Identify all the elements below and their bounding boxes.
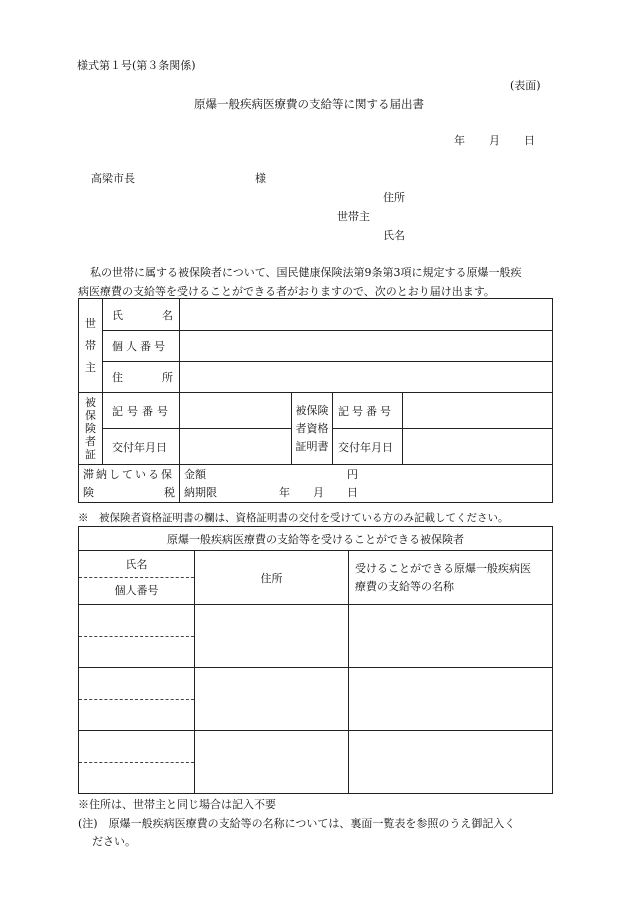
row-3-name-number[interactable] [79,731,195,794]
row-1-name-number[interactable] [79,605,195,668]
intro-line-1: 私の世帯に属する被保険者について、国民健康保険法第9条第3項に規定する原爆一般疾 [90,266,522,279]
applicant-address-label: 住所 [383,191,405,204]
tax-arrears-field[interactable] [180,465,553,503]
hoh-address-label: 住 所 [103,362,180,393]
row-1-benefit-field[interactable] [349,605,553,668]
date-year: 年 [454,134,465,147]
card-issue-date-field[interactable] [180,429,292,465]
row-3-address-field[interactable] [195,731,349,794]
intro-line-2: 病医療費の支給等を受けることができる者がおりますので、次のとおり届け出ます。 [78,285,495,298]
hoh-my-number-label: 個人番号 [103,331,180,362]
col-address-header: 住所 [195,551,349,605]
tax-arrears-label: 滞納している保 険 税 [79,465,180,503]
card-issue-date-label: 交付年月日 [103,429,180,465]
date-month: 月 [489,134,500,147]
deadline-label: 納期限 [184,485,217,499]
row-2-name-number[interactable] [79,668,195,731]
cert-issue-date-field[interactable] [403,429,553,465]
footnote-line-2: ださい。 [92,835,136,848]
applicant-name-label: 氏名 [383,229,405,242]
col-benefit-header: 受けることができる原爆一般疾病医 療費の支給等の名称 [349,551,553,605]
eligible-table-heading: 原爆一般疾病医療費の支給等を受けることができる被保険者 [79,527,553,551]
addressee: 高梁市長 [91,172,135,185]
certificate-label: 被保険 者資格 証明書 [292,393,333,465]
household-info-table [78,298,553,503]
row-2-number-field [79,699,194,730]
row-1-number-field [79,636,194,667]
col-my-number-header: 個人番号 [79,577,194,603]
row-1-name-field [79,605,194,636]
cert-issue-date-label: 交付年月日 [333,429,403,465]
hoh-name-field[interactable] [180,299,553,331]
deadline-month: 月 [313,485,324,499]
certificate-note: ※ 被保険者資格証明書の欄は、資格証明書の交付を受けている方のみ記載してください。 [78,512,509,524]
cert-symbol-number-label: 記号番号 [333,393,403,429]
yen-label: 円 [347,467,358,481]
amount-label: 金額 [184,467,206,481]
row-2-name-field [79,668,194,699]
cert-symbol-number-field[interactable] [403,393,553,429]
card-symbol-number-label: 記号番号 [103,393,180,429]
card-symbol-number-field[interactable] [180,393,292,429]
name-mynumber-header [79,551,195,605]
row-3-name-field [79,731,194,762]
date-day: 日 [524,134,535,147]
hoh-address-field[interactable] [180,362,553,393]
hoh-name-label: 氏 名 [103,299,180,331]
col-name-header: 氏名 [125,558,148,571]
deadline-day: 日 [347,485,358,499]
honorific: 様 [255,172,266,185]
deadline-year: 年 [279,485,290,499]
row-2-benefit-field[interactable] [349,668,553,731]
row-2-address-field[interactable] [195,668,349,731]
insurance-card-vertical-label: 被 保 険 者 証 [79,393,103,465]
row-1-address-field[interactable] [195,605,349,668]
form-number: 様式第１号(第３条関係) [77,59,196,72]
row-3-benefit-field[interactable] [349,731,553,794]
form-title: 原爆一般疾病医療費の支給等に関する届出書 [194,97,424,111]
head-of-household-label: 世帯主 [337,210,370,223]
hoh-my-number-field[interactable] [180,331,553,362]
footnote-line-1: (注) 原爆一般疾病医療費の支給等の名称については、裏面一覧表を参照のうえ御記入く [78,817,516,830]
side-label: (表面) [510,79,541,92]
address-note: ※住所は、世帯主と同じ場合は記入不要 [78,798,276,811]
eligible-insured-table [78,526,553,794]
row-3-number-field [79,762,194,793]
head-of-household-vertical-label: 世 帯 主 [79,299,103,393]
